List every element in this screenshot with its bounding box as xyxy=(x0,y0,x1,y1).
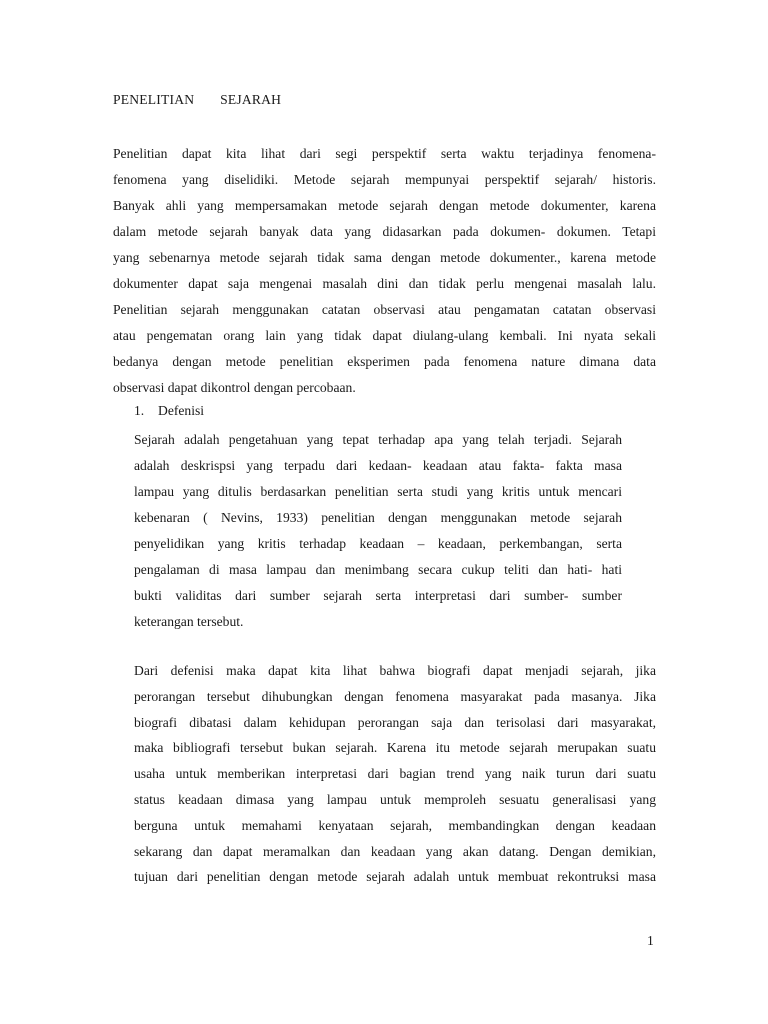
list-item-heading xyxy=(134,401,204,421)
text-line: observasi dapat dikontrol dengan percobaan. xyxy=(113,380,356,395)
text-line: bedanya dengan metode penelitian eksperimen pada fenomena nature dimana data xyxy=(113,354,656,369)
text-line: kebenaran ( Nevins, 1933) penelitian dengan menggunakan metode sejarah xyxy=(134,510,622,525)
page-number: 1 xyxy=(647,933,654,948)
text-line: yang sebenarnya metode sejarah tidak sama dengan metode dokumenter., karena metode xyxy=(113,250,656,265)
text-line: usaha untuk memberikan interpretasi dari bagian trend yang naik turun dari suatu xyxy=(134,766,656,782)
list-label: Defenisi xyxy=(158,403,205,418)
text-line: fenomena yang diselidiki. Metode sejarah mempunyai perspektif sejarah/ historis. xyxy=(113,172,656,187)
text-line: adalah deskrispsi yang terpadu dari kedaan- keadaan atau fakta- fakta masa xyxy=(134,458,622,473)
intro-paragraph xyxy=(113,141,656,401)
text-line: biografi dibatasi dalam kehidupan perorangan saja dan terisolasi dari masyarakat, xyxy=(134,714,656,730)
text-line: berguna untuk memahami kenyataan sejarah, membandingkan dengan keadaan xyxy=(134,817,656,833)
text-line: Penelitian dapat kita lihat dari segi perspektif serta waktu terjadinya fenomena- xyxy=(113,146,656,161)
text-line: maka bibliografi tersebut bukan sejarah. Karena itu metode sejarah merupakan suatu xyxy=(134,740,656,756)
text-line: atau pengematan orang lain yang tidak dapat diulang-ulang kembali. Ini nyata sekali xyxy=(113,328,656,343)
list-number: 1. xyxy=(134,403,145,418)
text-line: Penelitian sejarah menggunakan catatan observasi atau pengamatan catatan observasi xyxy=(113,302,656,317)
followup-paragraph xyxy=(134,658,656,890)
text-line: dalam metode sejarah banyak data yang didasarkan pada dokumen- dokumen. Tetapi xyxy=(113,224,656,239)
text-line: status keadaan dimasa yang lampau untuk memproleh sesuatu generalisasi yang xyxy=(134,791,656,807)
text-line: Sejarah adalah pengetahuan yang tepat terhadap apa yang telah terjadi. Sejarah xyxy=(134,432,622,447)
text-line: tujuan dari penelitian dengan metode sejarah adalah untuk membuat rekontruksi masa xyxy=(134,869,656,885)
text-line: Banyak ahli yang mempersamakan metode sejarah dengan metode dokumenter, karena xyxy=(113,198,656,213)
definition-paragraph xyxy=(134,427,622,635)
text-line: lampau yang ditulis berdasarkan penelitian serta studi yang kritis untuk mencari xyxy=(134,484,622,499)
text-line: Dari defenisi maka dapat kita lihat bahwa biografi dapat menjadi sejarah, jika xyxy=(134,663,656,678)
text-line: sekarang dan dapat meramalkan dan keadaan yang akan datang. Dengan demikian, xyxy=(134,843,656,859)
text-line: pengalaman di masa lampau dan menimbang secara cukup teliti dan hati- hati xyxy=(134,562,622,577)
text-line: perorangan tersebut dihubungkan dengan fenomena masyarakat pada masanya. Jika xyxy=(134,688,656,704)
text-line: penyelidikan yang kritis terhadap keadaan – keadaan, perkembangan, serta xyxy=(134,536,622,551)
text-line: keterangan tersebut. xyxy=(134,614,244,629)
text-line: dokumenter dapat saja mengenai masalah dini dan tidak perlu mengenai masalah lalu. xyxy=(113,276,656,291)
document-title: PENELITIAN SEJARAH xyxy=(113,92,282,107)
text-line: bukti validitas dari sumber sejarah serta interpretasi dari sumber- sumber xyxy=(134,588,622,603)
